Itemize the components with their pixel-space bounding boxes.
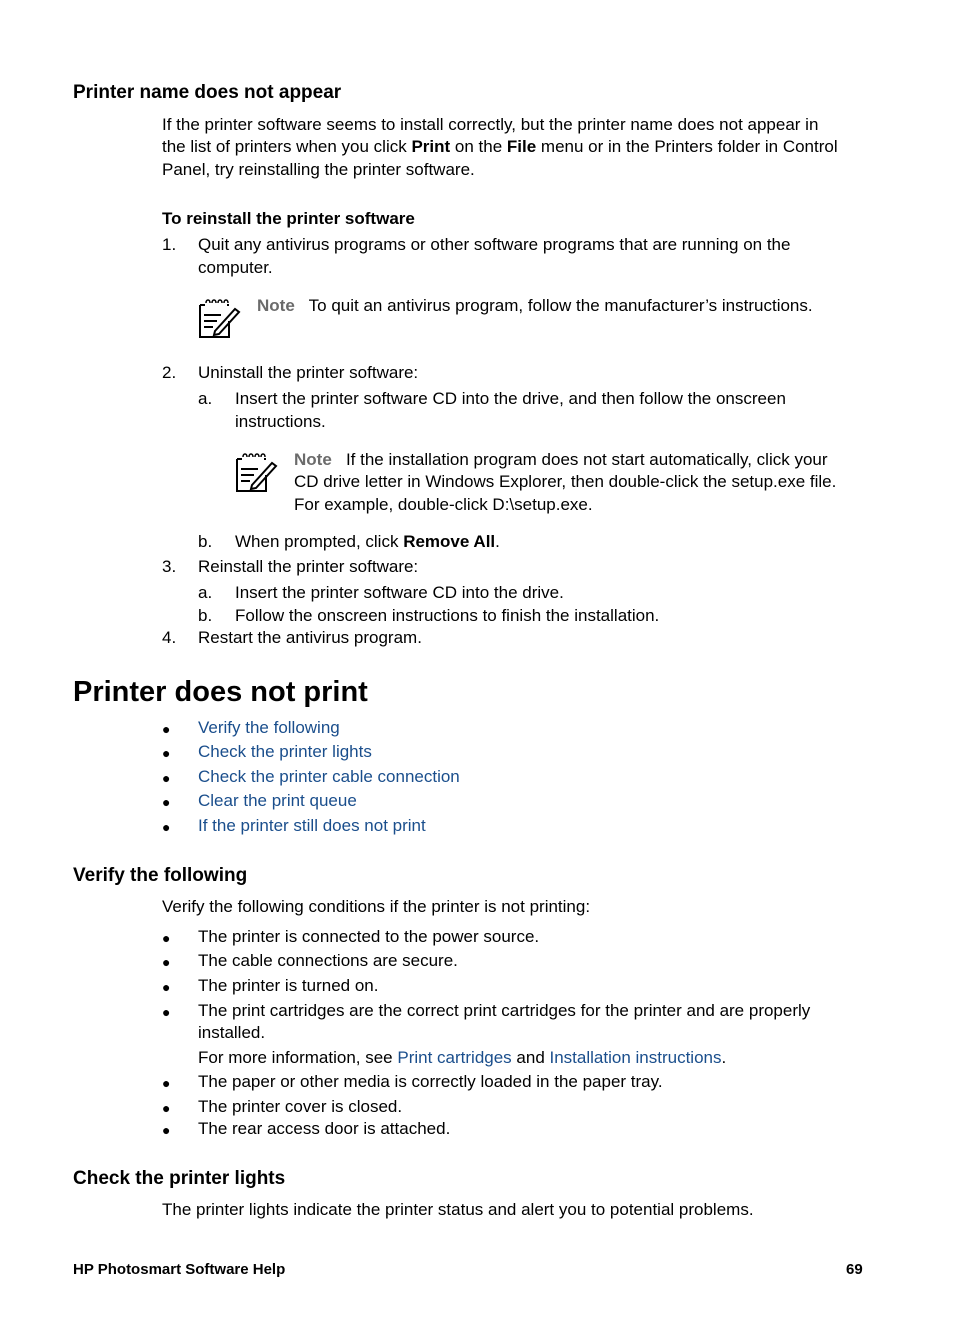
step-1-line-1: Quit any antivirus programs or other software programs that are running on the: [198, 235, 791, 254]
link-installation-instructions[interactable]: Installation instructions: [549, 1048, 722, 1067]
note-label: Note: [294, 450, 332, 469]
procedure-heading: To reinstall the printer software: [162, 209, 415, 228]
note-2-line-3: For example, double-click D:\setup.exe.: [294, 495, 593, 514]
step-4-text: Restart the antivirus program.: [198, 628, 422, 647]
step-3b-letter: b.: [198, 606, 213, 625]
step-2a-letter: a.: [198, 389, 213, 408]
step-3-text: Reinstall the printer software:: [198, 557, 419, 576]
step-3a-text: Insert the printer software CD into the drive.: [235, 583, 564, 602]
step-2b-letter: b.: [198, 532, 213, 551]
bullet: ●: [162, 721, 171, 737]
step-4-number: 4.: [162, 628, 177, 647]
bullet: ●: [162, 1100, 171, 1116]
step-3b-text: Follow the onscreen instructions to finish the installation.: [235, 606, 660, 625]
note-2-line-2: CD drive letter in Windows Explorer, then double-click the setup.exe file.: [294, 472, 837, 491]
link-still-does-not-print[interactable]: If the printer still does not print: [198, 816, 426, 835]
link-clear-print-queue[interactable]: Clear the print queue: [198, 791, 357, 810]
step-1-line-2: computer.: [198, 258, 273, 277]
bullet: ●: [162, 979, 171, 995]
bullet: ●: [162, 1122, 171, 1138]
file-menu-term: File: [506, 137, 537, 156]
verify-item: The print cartridges are the correct print cartridges for the printer and are properly: [198, 1001, 811, 1020]
page-number: 69: [846, 1261, 863, 1278]
step-2a-line-2: instructions.: [235, 412, 326, 431]
bullet: ●: [162, 930, 171, 946]
bullet: ●: [162, 954, 171, 970]
step-2b-text: When prompted, click Remove All.: [235, 532, 500, 551]
verify-item: The cable connections are secure.: [198, 951, 458, 970]
step-3-number: 3.: [162, 557, 177, 576]
link-check-cable-connection[interactable]: Check the printer cable connection: [198, 767, 460, 786]
section-heading-verify: Verify the following: [73, 865, 248, 886]
main-heading-printer-does-not-print: Printer does not print: [73, 676, 368, 708]
bullet: ●: [162, 770, 171, 786]
verify-item: The printer cover is closed.: [198, 1097, 403, 1116]
note-icon: [234, 451, 278, 493]
link-check-printer-lights[interactable]: Check the printer lights: [198, 742, 372, 761]
remove-all-term: Remove All: [403, 532, 496, 551]
note-1: Note To quit an antivirus program, follow the manufacturer’s instructions.: [257, 296, 813, 315]
link-print-cartridges[interactable]: Print cartridges: [397, 1048, 512, 1067]
bullet: ●: [162, 745, 171, 761]
step-2-number: 2.: [162, 363, 177, 382]
intro-line-2: the list of printers when you click Print on the File menu or in the Printers folder in Control: [162, 137, 838, 156]
bullet: ●: [162, 1075, 171, 1091]
verify-item-continued: installed.: [198, 1023, 266, 1042]
bullet: ●: [162, 794, 171, 810]
bullet: ●: [162, 1004, 171, 1020]
verify-item: The paper or other media is correctly loaded in the paper tray.: [198, 1072, 663, 1091]
verify-intro: Verify the following conditions if the printer is not printing:: [162, 897, 591, 916]
footer-title: HP Photosmart Software Help: [73, 1261, 286, 1278]
intro-line-1: If the printer software seems to install correctly, but the printer name does not appear in: [162, 115, 819, 134]
verify-item: The printer is connected to the power source.: [198, 927, 540, 946]
more-info-line: For more information, see Print cartridges and Installation instructions.: [198, 1048, 727, 1067]
print-menu-term: Print: [411, 137, 451, 156]
note-2-line-1: Note If the installation program does not start automatically, click your: [294, 450, 828, 469]
step-2a-line-1: Insert the printer software CD into the drive, and then follow the onscreen: [235, 389, 786, 408]
step-3a-letter: a.: [198, 583, 213, 602]
note-icon: [197, 297, 241, 339]
link-verify-following[interactable]: Verify the following: [198, 718, 340, 737]
section-heading-printer-name: Printer name does not appear: [73, 82, 342, 103]
section-heading-printer-lights: Check the printer lights: [73, 1168, 286, 1189]
printer-lights-text: The printer lights indicate the printer status and alert you to potential problems.: [162, 1200, 754, 1219]
step-1-number: 1.: [162, 235, 177, 254]
verify-item: The rear access door is attached.: [198, 1119, 451, 1138]
intro-line-3: Panel, try reinstalling the printer software.: [162, 160, 475, 179]
bullet: ●: [162, 819, 171, 835]
note-label: Note: [257, 296, 295, 315]
verify-item: The printer is turned on.: [198, 976, 379, 995]
step-2-text: Uninstall the printer software:: [198, 363, 419, 382]
